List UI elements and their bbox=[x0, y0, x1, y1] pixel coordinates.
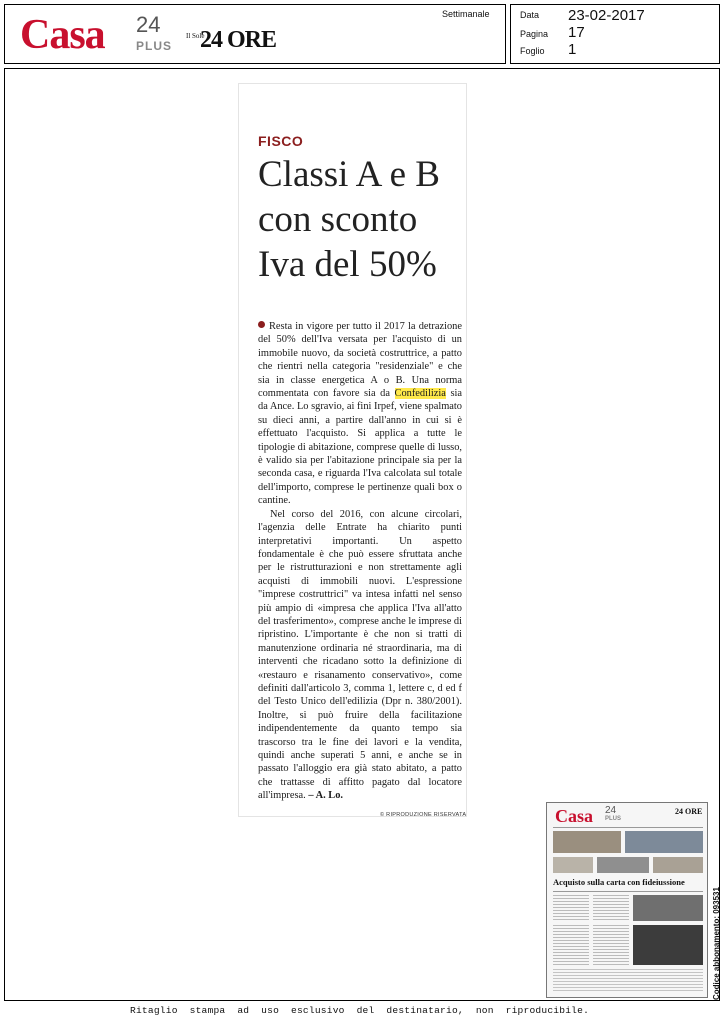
thumbnail-brand-num: 24 bbox=[605, 805, 617, 816]
meta-page-value: 17 bbox=[568, 24, 585, 41]
publisher-logo-small: Il Sole bbox=[186, 32, 205, 40]
meta-sheet-label: Foglio bbox=[520, 46, 545, 56]
thumbnail-text-block bbox=[553, 925, 589, 965]
article-paragraph-1 bbox=[258, 320, 462, 508]
thumbnail-publisher: 24 ORE bbox=[675, 807, 703, 816]
article-byline: – A. Lo. bbox=[308, 790, 344, 802]
article-headline: Classi A e B con sconto Iva del 50% bbox=[258, 154, 440, 285]
paragraph-2-text: Nel corso del 2016, con alcune circolari, l'agenzia delle Entrate ha chiarito punti interpretativi importanti. Un aspetto fondamentale è che può essere sfruttata anche per le ristrutturazioni e non strettamente agli acquisti di immobili nuovi. L'espressione "imprese costruttrici" va intesa infatti nel senso più ampio di «impresa che applica l'Iva all'atto del trasferimento», comprese anche le imprese di ripristino. L'importante è che non si tratti di manutenzione ordinaria né straordinaria, ma di interventi che ricadano sotto la definizione di «restauro e risanamento conservativo», come definiti dall'articolo 3, comma 1, lettere c, d ed f del Testo Unico dell'edilizia (Dpr n. 380/2001). Inoltre, si può fruire della facilitazione indipendentemente da quanto tempo sia trascorso tra le fine dei lavori e la vendita, quindi anche superati 5 anni, e anche se in passato l'alloggio era già stato abitato, a patto che trattasse di affitto pagato dal locatore all'impresa. bbox=[258, 508, 462, 802]
thumbnail-text-block bbox=[593, 925, 629, 965]
thumbnail-headline: Acquisto sulla carta con fideiussione bbox=[553, 877, 685, 887]
thumbnail-photo bbox=[597, 857, 649, 873]
brand-logo-casa: Casa bbox=[20, 12, 105, 58]
bullet-icon bbox=[258, 321, 265, 328]
article-paragraph-2 bbox=[258, 508, 462, 803]
paragraph-1-start: Resta in vigore per tutto il 2017 la detrazione del 50% dell'Iva versata per l'acquisto di un immobile nuovo, da società costruttrice, a patto che rientri nella categoria "residenziale" e che sia in classe energetica A o B. Una norma commentata con favore sia da bbox=[258, 321, 462, 400]
publisher-logo: 24 ORE bbox=[200, 27, 277, 53]
thumbnail-brand-sub: PLUS bbox=[605, 816, 622, 822]
thumbnail-text-block bbox=[553, 895, 589, 921]
meta-page-label: Pagina bbox=[520, 29, 549, 39]
thumbnail-photo bbox=[553, 857, 593, 873]
thumbnail-photo bbox=[625, 831, 703, 853]
article-body bbox=[258, 320, 462, 803]
copyright-notice: © RIPRODUZIONE RISERVATA bbox=[380, 812, 467, 818]
brand-logo-24: 24 bbox=[136, 12, 161, 37]
footer-disclaimer: Ritaglio stampa ad uso esclusivo del destinatario, non riproducibile. bbox=[130, 1005, 590, 1016]
highlighted-term: Confedilizia bbox=[394, 388, 446, 400]
thumbnail-photo bbox=[653, 857, 703, 873]
thumbnail-rule bbox=[553, 827, 703, 828]
subscription-code: Codice abbonamento: 093531 bbox=[712, 887, 721, 1000]
meta-date-value: 23-02-2017 bbox=[568, 7, 645, 24]
thumbnail-photo bbox=[553, 831, 621, 853]
frequency-label: Settimanale bbox=[442, 9, 490, 19]
thumbnail-text-block bbox=[553, 969, 703, 993]
thumbnail-photo bbox=[633, 925, 703, 965]
thumbnail-brand: Casa bbox=[555, 806, 594, 826]
meta-sheet-value: 1 bbox=[568, 41, 577, 58]
brand-logo-plus: PLUS bbox=[136, 39, 173, 53]
thumbnail-text-block bbox=[593, 895, 629, 921]
paragraph-1-end: sia da Ance. Lo sgravio, ai fini Irpef, viene spalmato su dieci anni, a partire dall'anno in cui si è effettuato l'acquisto. Si applica a tutte le tipologie di abitazione, comprese quelle di lusso, è valido sia per l'abitazione principale sia per la seconda casa, e riguarda l'Iva calcolata sul totale dell'importo, comprese le pertinenze quali box o cantine. bbox=[258, 388, 463, 507]
page-thumbnail bbox=[546, 802, 708, 998]
thumbnail-photo bbox=[633, 895, 703, 921]
thumbnail-rule bbox=[553, 891, 703, 892]
meta-date-label: Data bbox=[520, 10, 540, 20]
article-kicker: FISCO bbox=[258, 133, 304, 149]
